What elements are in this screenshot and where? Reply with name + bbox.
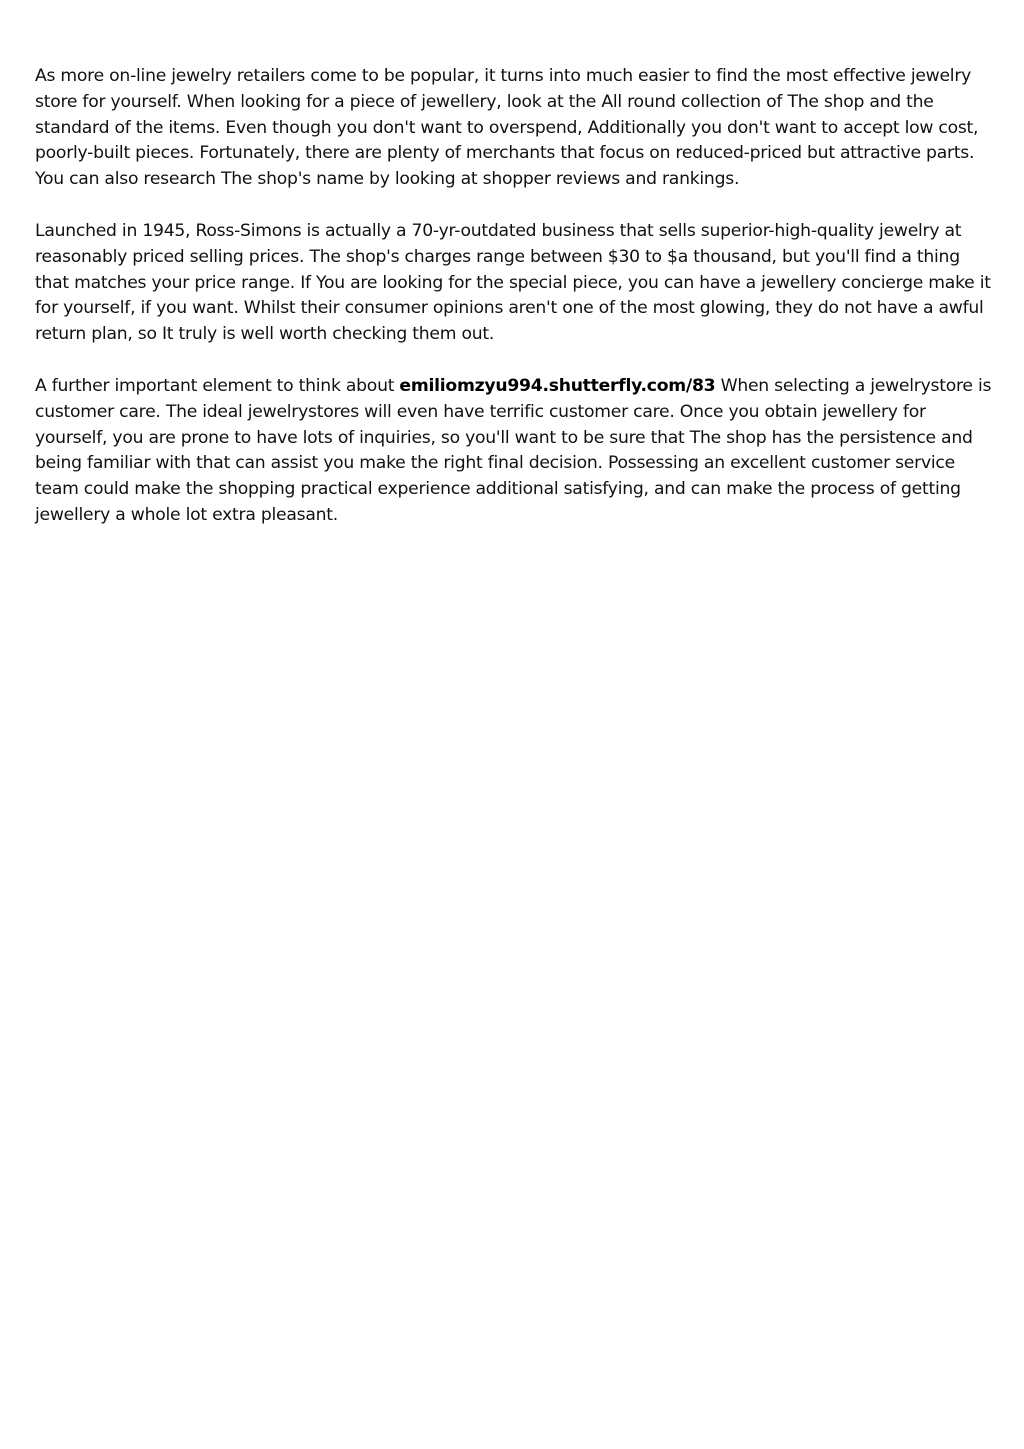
- paragraph-1: As more on-line jewelry retailers come to be popular, it turns into much easier to find the most effective jewelry store for yourself. When looking for a piece of jewellery, look at the All round collection of The shop and the standard of the items. Even though you don't want to overspend, Additionally you don't want to accept low cost, poorly-built pieces. Fortunately, there are plenty of merchants that focus on reduced-priced but attractive parts. You can also research The shop's name by looking at shopper reviews and rankings.: [35, 66, 979, 190]
- paragraph-2: Launched in 1945, Ross-Simons is actually a 70-yr-outdated business that sells superior-high-quality jewelry at reasonably priced selling prices. The shop's charges range between $30 to $a thousand, but you'll find a thing that matches your price range. If You are looking for the special piece, you can have a jewellery concierge make it for yourself, if you want. Whilst their consumer opinions aren't one of the most glowing, they do not have a awful return plan, so It truly is well worth checking them out.: [35, 220, 991, 345]
- paragraph-3: [35, 374, 995, 529]
- paragraph-3-intro: A further important element to think about: [35, 375, 400, 396]
- document-page: [35, 64, 995, 555]
- paragraph-3-body: When selecting a jewelrystore is customer care. The ideal jewelrystores will even have terrific customer care. Once you obtain jewellery for yourself, you are prone to have lots of inquiries, so you'll want to be sure that The shop has the persistence and being familiar with that can assist you make the right final decision. Possessing an excellent customer service team could make the shopping practical experience additional satisfying, and can make the process of getting jewellery a whole lot extra pleasant.: [35, 375, 992, 525]
- shutterfly-link[interactable]: emiliomzyu994.shutterfly.com/83: [399, 375, 716, 396]
